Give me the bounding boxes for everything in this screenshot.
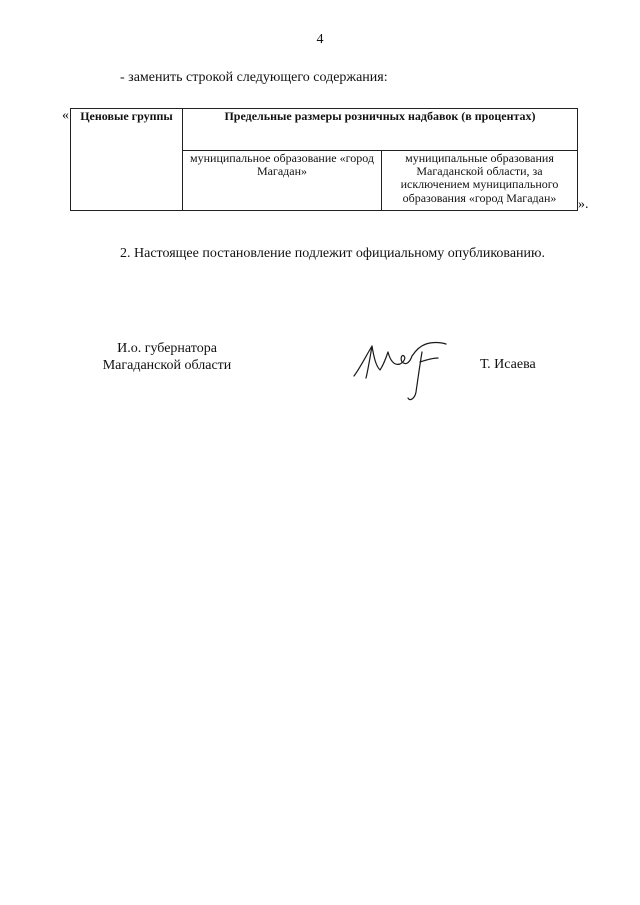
handwritten-signature <box>350 328 460 408</box>
intro-bullet: - <box>120 70 125 85</box>
amendment-intro <box>120 70 388 86</box>
subheader-magadan-city: муниципальное образование «город Магадан» <box>183 151 382 211</box>
intro-text: заменить строкой следующего содержания: <box>128 70 388 85</box>
header-markup-limits: Предельные размеры розничных надбавок (в процентах) <box>183 109 578 151</box>
table-open-quote: « <box>62 108 69 123</box>
table-header-row <box>71 109 578 151</box>
price-markup-table <box>70 108 578 211</box>
publication-paragraph: 2. Настоящее постановление подлежит официальному опубликованию. <box>120 246 545 261</box>
signatory-name: Т. Исаева <box>480 357 536 372</box>
signatory-title-line1: И.о. губернатора <box>117 341 217 356</box>
table-close-quote: ». <box>578 197 589 212</box>
subheader-other-municipalities: муниципальные образования Магаданской области, за исключением муниципального образования «город Магадан» <box>382 151 578 211</box>
page-number: 4 <box>316 32 324 47</box>
signatory-title-line2: Магаданской области <box>102 358 232 373</box>
signatory-title <box>82 340 252 374</box>
header-price-groups: Ценовые группы <box>71 109 183 211</box>
